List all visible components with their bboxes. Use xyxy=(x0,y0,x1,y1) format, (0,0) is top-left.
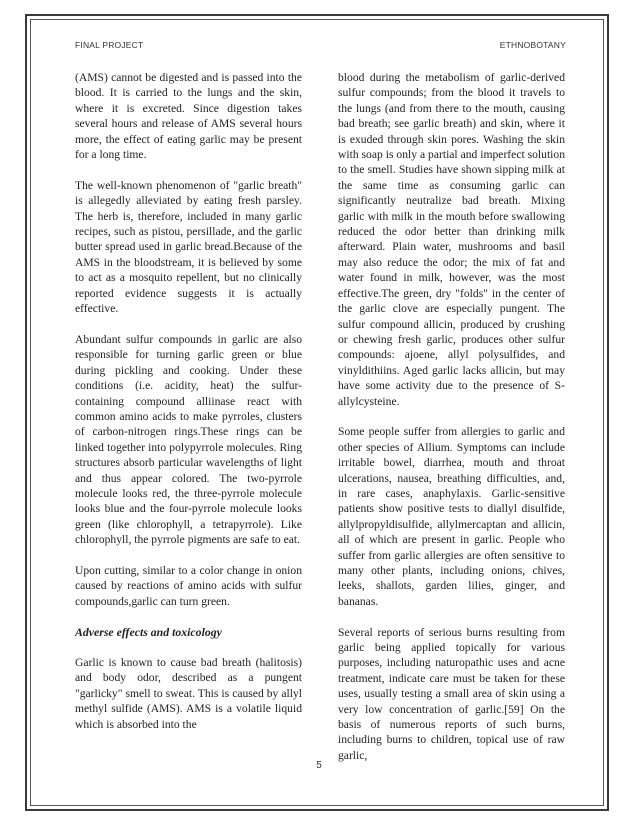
page-number: 5 xyxy=(316,760,322,771)
page-header xyxy=(75,40,566,50)
header-left-title: FINAL PROJECT xyxy=(75,40,144,50)
paragraph: blood during the metabolism of garlic-derived sulfur compounds; from the blood it travels to the lungs (and from there to the mouth, causing bad breath; see garlic breath) and skin, where it is exuded through skin pores. Washing the skin with soap is only a partial and imperfect solution to the smell. Studies have shown sipping milk at the same time as consuming garlic can significantly neutralize bad breath. Mixing garlic with milk in the mouth before swallowing reduced the odor better than drinking milk afterward. Plain water, mushrooms and basil may also reduce the odor; the mix of fat and water found in milk, however, was the most effective.The green, dry "folds" in the center of the garlic clove are especially pungent. The sulfur compound allicin, produced by crushing or chewing fresh garlic, produces other sulfur compounds: ajoene, allyl polysulfides, and vinyldithiins. Aged garlic lacks allicin, but may have some activity due to the presence of S-allylcysteine. xyxy=(338,71,565,408)
paragraph: Upon cutting, similar to a color change in onion caused by reactions of amino acids with sulfur compounds,garlic can turn green. xyxy=(75,563,302,608)
paragraph: Abundant sulfur compounds in garlic are also responsible for turning garlic green or blue during pickling and cooking. Under these conditions (i.e. acidity, heat) the sulfur-containing compound alliinase react with common amino acids to make pyrroles, clusters of carbon-nitrogen rings.These rings can be linked together into polypyrrole molecules. Ring structures absorb particular wavelengths of light and thus appear colored. The two-pyrrole molecule looks red, the three-pyrrole molecule looks blue and the four-pyrrole molecule looks green (like chlorophyll, a tetrapyrrole). Like chlorophyll, the pyrrole pigments are safe to eat. xyxy=(75,332,302,547)
right-column xyxy=(338,70,565,779)
paragraph: The well-known phenomenon of "garlic breath" is allegedly alleviated by eating fresh parsley. The herb is, therefore, included in many garlic recipes, such as pistou, persillade, and the garlic butter spread used in garlic bread.Because of the AMS in the bloodstream, it is believed by some to act as a mosquito repellent, but no clinically reported evidence suggests it is actually effective. xyxy=(75,178,302,316)
section-heading: Adverse effects and toxicology xyxy=(75,624,222,639)
paragraph: Some people suffer from allergies to garlic and other species of Allium. Symptoms can include irritable bowel, diarrhea, mouth and throat ulcerations, nausea, breathing difficulties, and, in rare cases, anaphylaxis. Garlic-sensitive patients show positive tests to diallyl disulfide, allylpropyldisulfide, allylmercaptan and allicin, all of which are present in garlic. People who suffer from garlic allergies are often sensitive to many other plants, including onions, chives, leeks, shallots, garden lilies, ginger, and bananas. xyxy=(338,425,565,608)
header-right-title: ETHNOBOTANY xyxy=(499,40,566,50)
paragraph: Garlic is known to cause bad breath (halitosis) and body odor, described as a pungent "garlicky" smell to sweat. This is caused by allyl methyl sulfide (AMS). AMS is a volatile liquid which is absorbed into the xyxy=(75,655,302,731)
paragraph: (AMS) cannot be digested and is passed into the blood. It is carried to the lungs and the skin, where it is excreted. Since digestion takes several hours and release of AMS several hours more, the effect of eating garlic may be present for a long time. xyxy=(75,71,302,162)
left-column xyxy=(75,70,302,747)
paragraph: Several reports of serious burns resulting from garlic being applied topically for various purposes, including naturopathic uses and acne treatment, indicate care must be taken for these uses, usually testing a small area of skin using a very low concentration of garlic.[59] On the basis of numerous reports of such burns, including burns to children, topical use of raw garlic, xyxy=(338,625,565,762)
